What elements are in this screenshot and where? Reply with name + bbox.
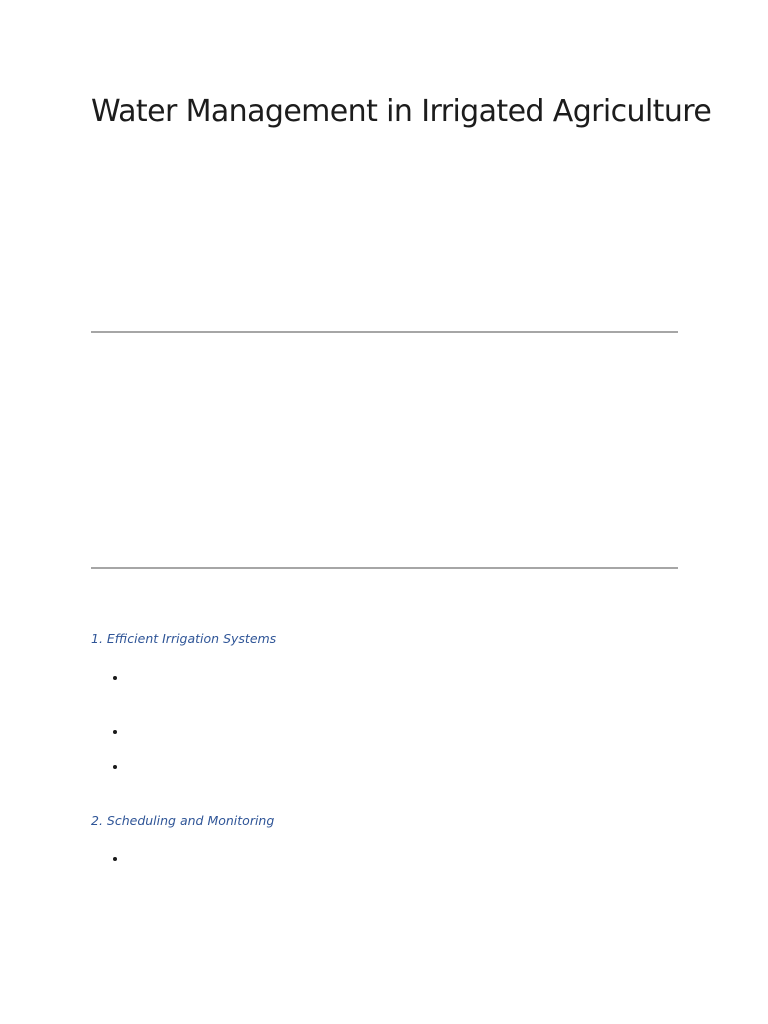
horizontal-divider xyxy=(91,567,678,569)
list-item xyxy=(113,676,119,682)
bullet-dot-icon xyxy=(113,765,117,769)
bullet-dot-icon xyxy=(113,730,117,734)
bullet-dot-icon xyxy=(113,857,117,861)
horizontal-divider xyxy=(91,331,678,333)
list-item xyxy=(113,730,119,736)
section-heading-scheduling-monitoring: 2. Scheduling and Monitoring xyxy=(91,813,275,828)
bullet-dot-icon xyxy=(113,676,117,680)
document-title: Water Management in Irrigated Agriculture xyxy=(91,94,712,129)
list-item xyxy=(113,857,119,863)
list-item xyxy=(113,765,119,771)
section-heading-efficient-irrigation: 1. Efficient Irrigation Systems xyxy=(91,631,277,646)
